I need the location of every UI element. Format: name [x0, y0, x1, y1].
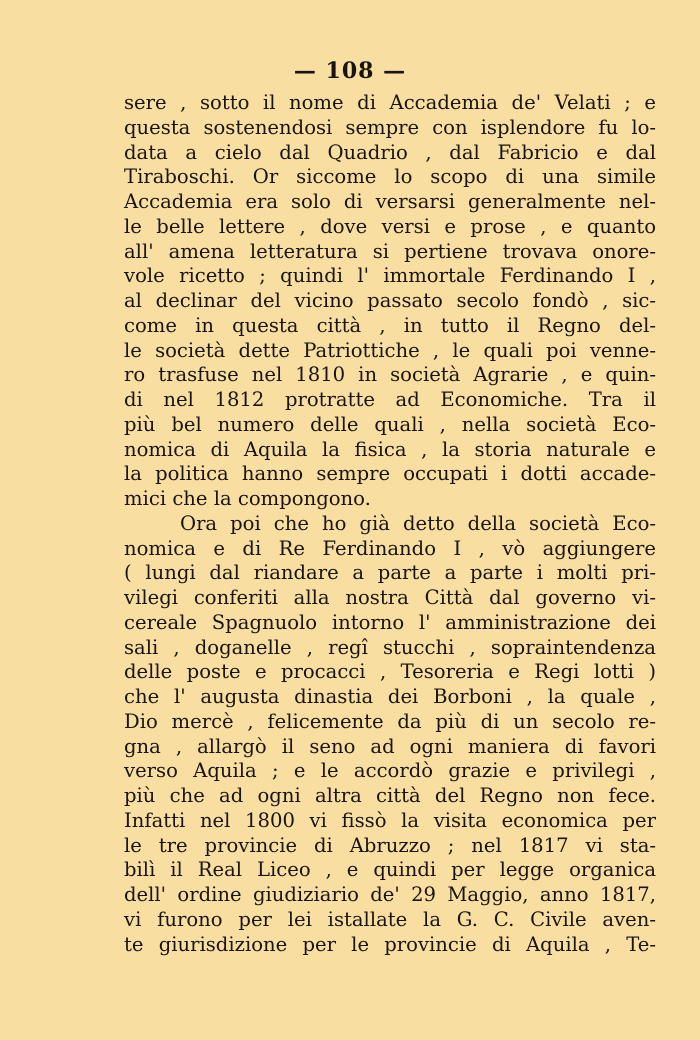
body-text — [124, 91, 656, 957]
text-line: delle poste e procacci , Tesoreria e Regi lotti ) — [124, 660, 656, 684]
text-line: ( lungi dal riandare a parte a parte i molti pri- — [124, 561, 656, 585]
text-line: più che ad ogni altra città del Regno non fece. — [124, 784, 656, 807]
text-line: che l' augusta dinastia dei Borboni , la quale , — [124, 685, 656, 708]
text-line: sere , sotto il nome di Accademia de' Velati ; e — [124, 91, 656, 114]
text-line: dell' ordine giudiziario de' 29 Maggio, anno 1817, — [124, 883, 656, 906]
text-line: Accademia era solo di versarsi generalmente nel- — [124, 190, 656, 213]
text-line: le belle lettere , dove versi e prose , e quanto — [124, 214, 656, 238]
text-line: di nel 1812 protratte ad Economiche. Tra il — [124, 388, 656, 411]
text-line: nomica di Aquila la fisica , la storia naturale e — [124, 437, 656, 461]
text-line: nomica e di Re Ferdinando I , vò aggiungere — [124, 536, 656, 560]
text-line: cereale Spagnuolo intorno l' amministrazione dei — [124, 610, 656, 634]
text-line: data a cielo dal Quadrio , dal Fabricio e dal — [124, 140, 656, 164]
text-line: Infatti nel 1800 vi fissò la visita economica per — [124, 808, 656, 832]
text-line: ro trasfuse nel 1810 in società Agrarie , e quin- — [124, 363, 656, 387]
text-line: la politica hanno sempre occupati i dotti accade- — [124, 462, 656, 486]
text-line: gna , allargò il seno ad ogni maniera di favori — [124, 734, 656, 758]
text-line: vole ricetto ; quindi l' immortale Ferdinando I , — [124, 264, 656, 288]
paragraph-start-line: Ora poi che ho già detto della società Eco- — [180, 511, 656, 535]
text-line: Dio mercè , felicemente da più di un secolo re- — [124, 709, 656, 733]
text-line: più bel numero delle quali , nella società Eco- — [124, 412, 656, 436]
text-line: vilegi conferiti alla nostra Città dal governo vi- — [124, 586, 656, 609]
text-line: mici che la compongono. — [124, 487, 371, 510]
text-line: le tre provincie di Abruzzo ; nel 1817 vi sta- — [124, 833, 656, 857]
text-line: le società dette Patriottiche , le quali poi venne- — [124, 338, 656, 362]
text-line: bilì il Real Liceo , e quindi per legge organica — [124, 858, 656, 882]
text-line: Tiraboschi. Or siccome lo scopo di una simile — [124, 165, 656, 189]
text-line: al declinar del vicino passato secolo fondò , sic- — [124, 289, 656, 312]
text-line: te giurisdizione per le provincie di Aquila , Te- — [124, 932, 656, 956]
text-line: verso Aquila ; e le accordò grazie e privilegi , — [124, 759, 656, 783]
text-line: sali , doganelle , regî stucchi , sopraintendenza — [124, 635, 656, 659]
text-line: come in questa città , in tutto il Regno del- — [124, 313, 656, 337]
text-line: questa sostenendosi sempre con isplendore fu lo- — [124, 115, 656, 139]
text-line: all' amena letteratura si pertiene trovava onore- — [124, 239, 656, 263]
page-number: — 108 — — [293, 58, 407, 84]
text-line: vi furono per lei istallate la G. C. Civile aven- — [124, 907, 656, 931]
